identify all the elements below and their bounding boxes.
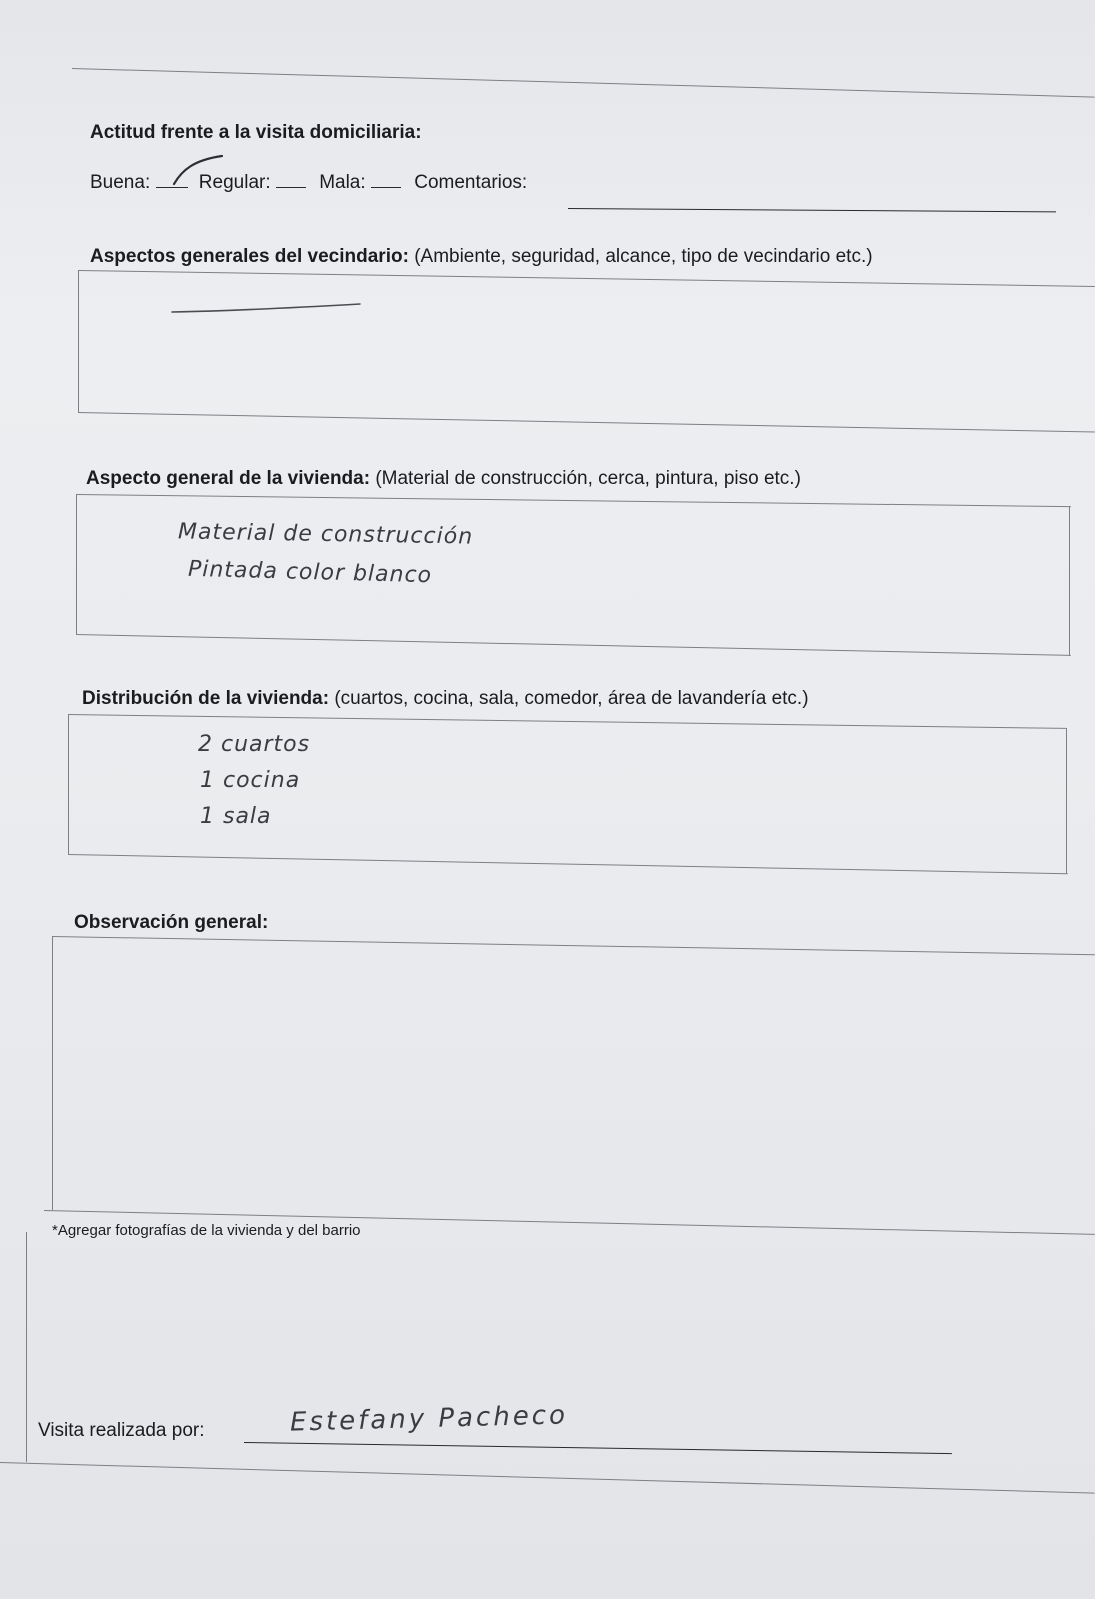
neighborhood-box-bottom bbox=[78, 412, 1095, 433]
visit-signature: Estefany Pacheco bbox=[289, 1400, 569, 1438]
observation-box-top bbox=[52, 936, 1095, 955]
attitude-row bbox=[90, 172, 527, 194]
distribution-hint: (cuartos, cocina, sala, comedor, área de lavandería etc.) bbox=[334, 688, 809, 709]
distribution-heading bbox=[82, 688, 809, 710]
housing-handwritten-line-1: Material de construcción bbox=[177, 519, 474, 550]
observation-title: Observación general: bbox=[74, 912, 269, 933]
photo-note: *Agregar fotografías de la vivienda y del barrio bbox=[52, 1222, 361, 1239]
distribution-title: Distribución de la vivienda: bbox=[82, 688, 330, 709]
buena-label: Buena: bbox=[90, 172, 151, 193]
distribution-handwritten-line-2: 1 cocina bbox=[200, 768, 301, 793]
housing-heading bbox=[86, 468, 801, 490]
attitude-title: Actitud frente a la visita domiciliaria: bbox=[90, 122, 422, 143]
distribution-box-right bbox=[1066, 728, 1067, 874]
housing-box-right bbox=[1069, 506, 1070, 656]
distribution-box-top bbox=[68, 714, 1066, 729]
observation-box-left bbox=[52, 936, 53, 1210]
neighborhood-hint: (Ambiente, seguridad, alcance, tipo de vecindario etc.) bbox=[414, 246, 873, 267]
visit-signature-line[interactable] bbox=[244, 1442, 952, 1454]
mala-label: Mala: bbox=[319, 172, 366, 193]
regular-blank[interactable] bbox=[276, 187, 306, 188]
neighborhood-title: Aspectos generales del vecindario: bbox=[90, 246, 409, 267]
distribution-handwritten-line-1: 2 cuartos bbox=[198, 732, 311, 757]
neighborhood-box-left bbox=[78, 270, 79, 412]
checkmark-icon bbox=[170, 150, 230, 190]
distribution-box-left bbox=[68, 714, 69, 854]
visit-label: Visita realizada por: bbox=[38, 1420, 205, 1441]
neighborhood-dash-mark bbox=[170, 298, 370, 318]
neighborhood-box-top bbox=[78, 270, 1095, 287]
neighborhood-heading bbox=[90, 246, 873, 268]
housing-box-bottom bbox=[76, 634, 1071, 656]
housing-hint: (Material de construcción, cerca, pintura, piso etc.) bbox=[375, 468, 801, 489]
distribution-box-bottom bbox=[68, 854, 1068, 874]
housing-box-left bbox=[76, 494, 77, 634]
regular-label: Regular: bbox=[198, 172, 271, 193]
housing-box-top bbox=[76, 494, 1071, 507]
distribution-handwritten-line-3: 1 sala bbox=[200, 804, 272, 829]
lower-box-left bbox=[26, 1232, 27, 1462]
comentarios-label: Comentarios: bbox=[414, 172, 528, 193]
top-border-line bbox=[72, 68, 1095, 98]
housing-handwritten-line-2: Pintada color blanco bbox=[187, 556, 433, 589]
housing-title: Aspecto general de la vivienda: bbox=[86, 468, 371, 489]
mala-blank[interactable] bbox=[371, 187, 401, 188]
comentarios-blank-line[interactable] bbox=[568, 208, 1056, 212]
bottom-border-line bbox=[0, 1462, 1095, 1494]
